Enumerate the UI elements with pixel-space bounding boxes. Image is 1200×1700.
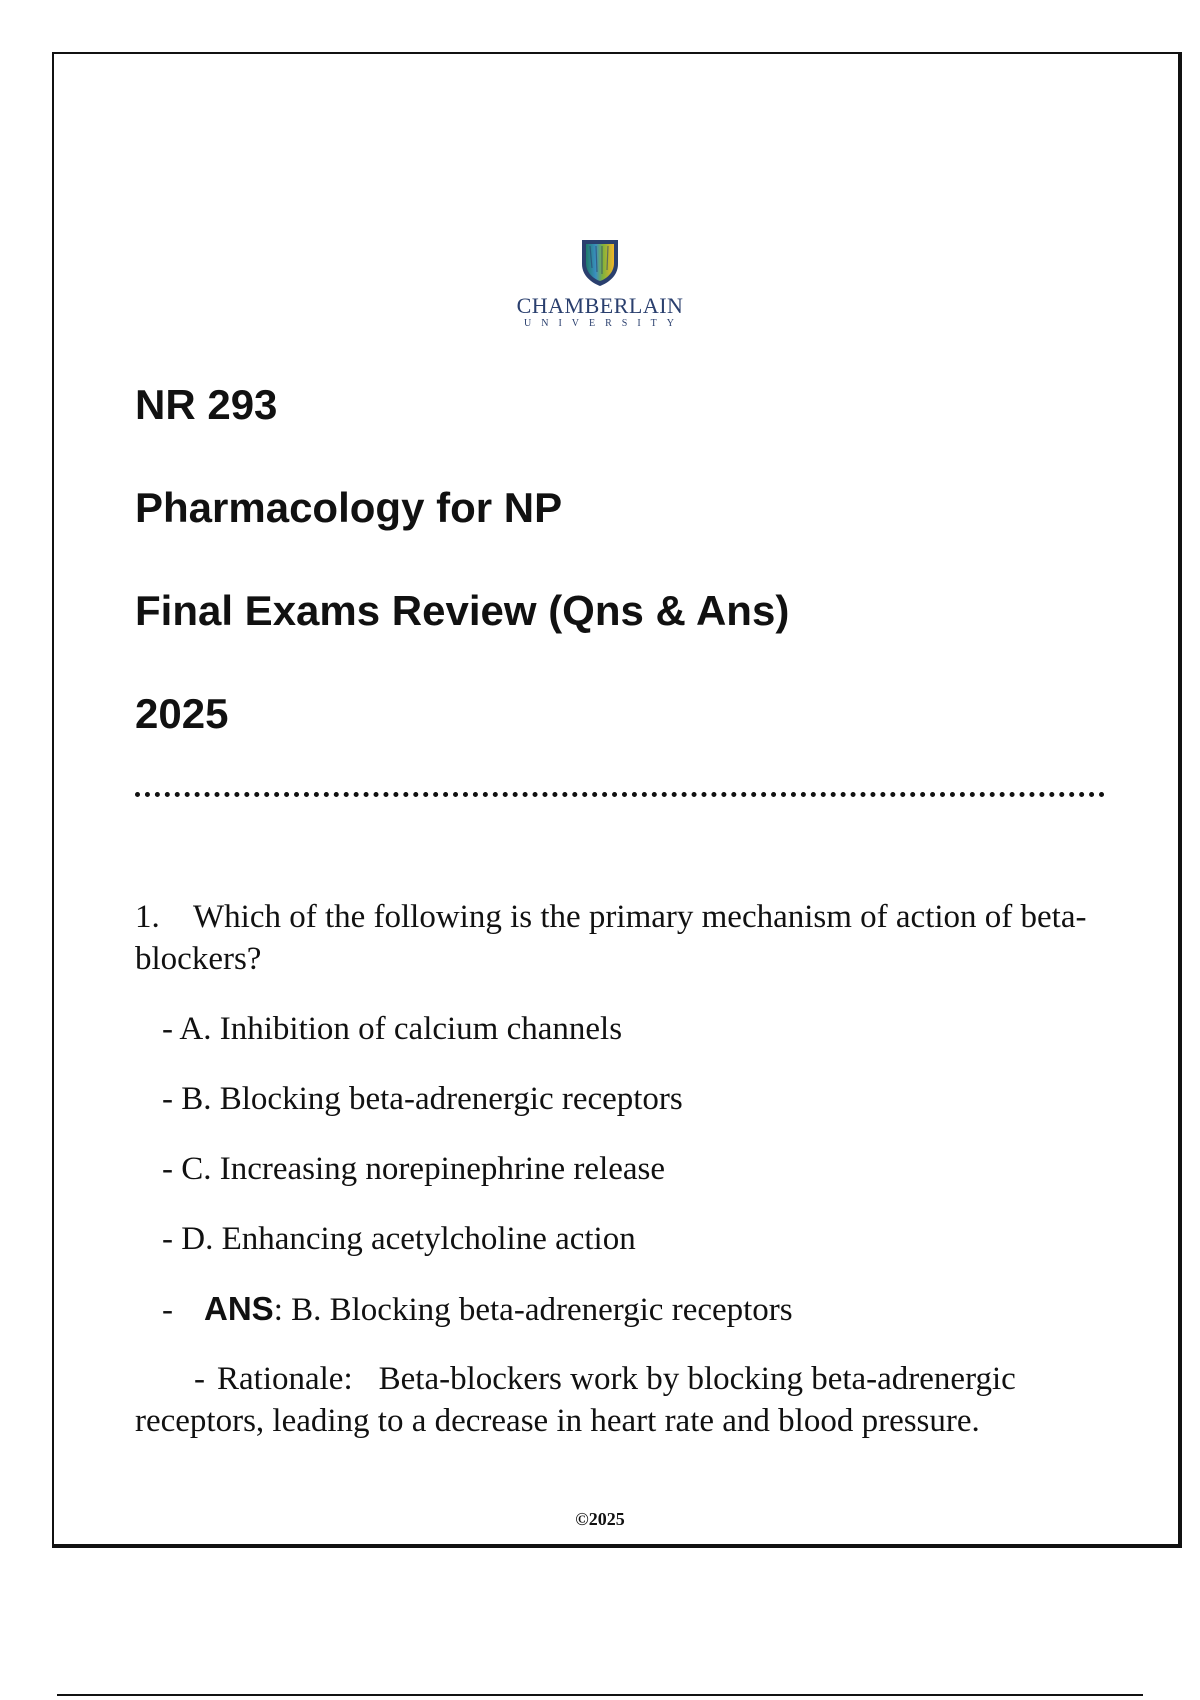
rationale bbox=[135, 1358, 1105, 1442]
answer-line bbox=[162, 1288, 793, 1331]
course-title: Pharmacology for NP bbox=[135, 484, 563, 531]
option-b: - B. Blocking beta-adrenergic receptors bbox=[162, 1081, 683, 1117]
option-a: - A. Inhibition of calcium channels bbox=[162, 1011, 623, 1047]
rationale-label: Rationale: bbox=[217, 1361, 353, 1397]
dotted-divider bbox=[135, 792, 1105, 797]
exam-title: Final Exams Review (Qns & Ans) bbox=[135, 587, 790, 634]
copyright-footer: ©2025 bbox=[575, 1509, 625, 1529]
option-d: - D. Enhancing acetylcholine action bbox=[162, 1221, 636, 1257]
question-text: Which of the following is the primary mechanism of action of beta-blockers? bbox=[135, 899, 1087, 977]
rationale-dash: - bbox=[194, 1361, 205, 1397]
shield-crest-icon bbox=[580, 238, 620, 288]
course-code: NR 293 bbox=[135, 381, 278, 428]
rationale-text: Beta-blockers work by blocking beta-adrenergic receptors, leading to a decrease in heart rate and blood pressure. bbox=[135, 1361, 1016, 1439]
university-logo bbox=[500, 238, 700, 338]
exam-year: 2025 bbox=[135, 690, 229, 737]
logo-subtitle: UNIVERSITY bbox=[524, 318, 684, 329]
question-stem bbox=[135, 896, 1105, 980]
logo-name: CHAMBERLAIN bbox=[516, 293, 684, 318]
answer-dash: - bbox=[162, 1292, 173, 1328]
bottom-rule bbox=[57, 1694, 1143, 1696]
answer-text: : B. Blocking beta-adrenergic receptors bbox=[273, 1292, 793, 1328]
question-number: 1. bbox=[135, 899, 160, 935]
answer-label: ANS bbox=[204, 1290, 274, 1327]
option-c: - C. Increasing norepinephrine release bbox=[162, 1151, 666, 1187]
